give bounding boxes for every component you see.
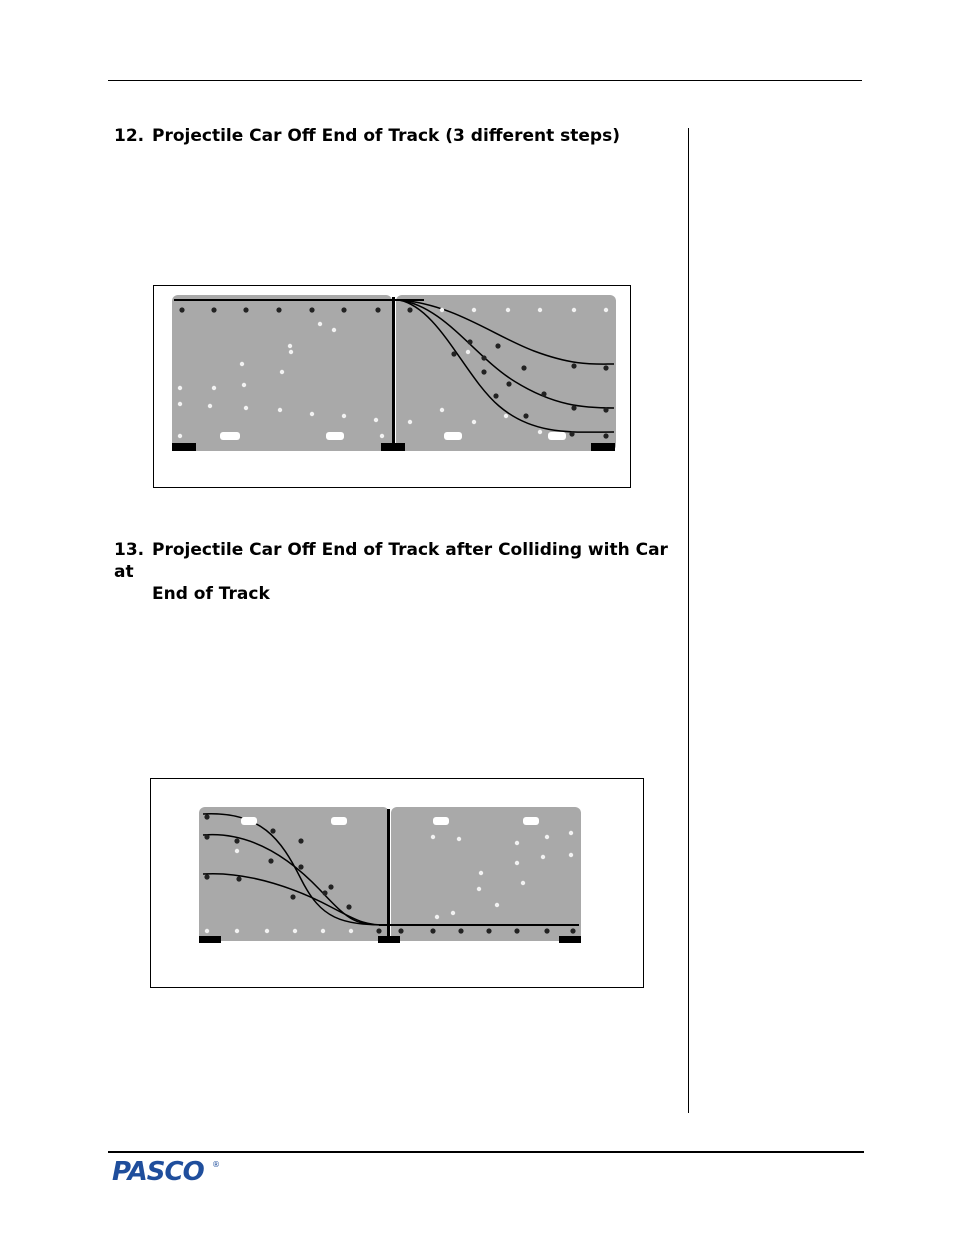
board-hole bbox=[504, 414, 508, 418]
data-point bbox=[309, 307, 314, 312]
board-slot bbox=[241, 817, 257, 825]
pasco-logo-text: PASCO bbox=[112, 1157, 204, 1187]
board-hole bbox=[569, 853, 573, 857]
figure-projectile-after-collision bbox=[150, 778, 644, 988]
board-foot bbox=[199, 936, 221, 943]
board-hole bbox=[288, 344, 292, 348]
board-hole bbox=[289, 350, 293, 354]
board-hole bbox=[435, 915, 439, 919]
board-slot bbox=[326, 432, 344, 440]
data-point bbox=[603, 407, 608, 412]
board-foot bbox=[559, 936, 581, 943]
data-point bbox=[570, 928, 575, 933]
data-point bbox=[204, 874, 209, 879]
data-point bbox=[493, 393, 498, 398]
board-divider bbox=[387, 809, 390, 941]
board-hole bbox=[466, 350, 470, 354]
figure-projectile-off-end bbox=[153, 285, 631, 488]
board-slot bbox=[523, 817, 539, 825]
data-point bbox=[451, 351, 456, 356]
footer-rule bbox=[108, 1151, 864, 1153]
data-point bbox=[375, 307, 380, 312]
board-hole bbox=[321, 929, 325, 933]
board-hole bbox=[515, 861, 519, 865]
board-hole bbox=[178, 402, 182, 406]
section-12-heading bbox=[114, 125, 620, 147]
board-hole bbox=[604, 308, 608, 312]
data-point bbox=[514, 928, 519, 933]
data-point bbox=[541, 391, 546, 396]
data-point bbox=[211, 307, 216, 312]
header-rule bbox=[108, 80, 862, 81]
data-point bbox=[523, 413, 528, 418]
board-hole bbox=[242, 383, 246, 387]
board-hole bbox=[293, 929, 297, 933]
data-point bbox=[341, 307, 346, 312]
data-point bbox=[328, 884, 333, 889]
board-foot bbox=[172, 443, 196, 451]
data-point bbox=[495, 343, 500, 348]
board-hole bbox=[440, 308, 444, 312]
board-slot bbox=[220, 432, 240, 440]
pasco-logo bbox=[112, 1158, 204, 1186]
board-hole bbox=[572, 308, 576, 312]
board-hole bbox=[431, 835, 435, 839]
board-hole bbox=[310, 412, 314, 416]
section-12-title: Projectile Car Off End of Track (3 different steps) bbox=[152, 126, 620, 146]
data-point bbox=[243, 307, 248, 312]
board-slot bbox=[444, 432, 462, 440]
board-hole bbox=[472, 420, 476, 424]
data-point bbox=[481, 355, 486, 360]
section-12-number: 12. bbox=[114, 126, 145, 146]
board-hole bbox=[380, 434, 384, 438]
section-13-title-line2: End of Track bbox=[152, 584, 270, 604]
board-hole bbox=[235, 849, 239, 853]
data-point bbox=[276, 307, 281, 312]
data-point bbox=[398, 928, 403, 933]
data-point bbox=[571, 405, 576, 410]
data-point bbox=[430, 928, 435, 933]
data-point bbox=[179, 307, 184, 312]
board-hole bbox=[472, 308, 476, 312]
board-slot bbox=[331, 817, 347, 825]
board-foot bbox=[378, 936, 400, 943]
figure-12-drawing bbox=[154, 286, 630, 487]
board-hole bbox=[477, 887, 481, 891]
board-hole bbox=[205, 929, 209, 933]
board-slot bbox=[433, 817, 449, 825]
board-hole bbox=[212, 386, 216, 390]
data-point bbox=[481, 369, 486, 374]
board-hole bbox=[545, 835, 549, 839]
board-hole bbox=[440, 408, 444, 412]
board-hole bbox=[521, 881, 525, 885]
board-foot bbox=[381, 443, 405, 451]
board-hole bbox=[265, 929, 269, 933]
board-hole bbox=[479, 871, 483, 875]
board-hole bbox=[495, 903, 499, 907]
board-divider bbox=[392, 297, 395, 451]
board-hole bbox=[569, 831, 573, 835]
data-point bbox=[270, 828, 275, 833]
board-hole bbox=[515, 841, 519, 845]
board-hole bbox=[178, 434, 182, 438]
registered-mark: ® bbox=[212, 1160, 220, 1169]
data-point bbox=[204, 814, 209, 819]
right-board bbox=[391, 807, 581, 941]
data-point bbox=[467, 339, 472, 344]
data-point bbox=[322, 890, 327, 895]
data-point bbox=[204, 834, 209, 839]
data-point bbox=[236, 876, 241, 881]
data-point bbox=[571, 363, 576, 368]
data-point bbox=[298, 838, 303, 843]
margin-rule bbox=[688, 128, 689, 1113]
board-hole bbox=[374, 418, 378, 422]
board-hole bbox=[332, 328, 336, 332]
board-hole bbox=[342, 414, 346, 418]
board-hole bbox=[506, 308, 510, 312]
board-hole bbox=[318, 322, 322, 326]
board-hole bbox=[178, 386, 182, 390]
board-hole bbox=[541, 855, 545, 859]
data-point bbox=[544, 928, 549, 933]
board-foot bbox=[591, 443, 615, 451]
data-point bbox=[458, 928, 463, 933]
section-13-number: 13. bbox=[114, 540, 145, 560]
board-hole bbox=[280, 370, 284, 374]
board-hole bbox=[208, 404, 212, 408]
data-point bbox=[569, 431, 574, 436]
data-point bbox=[290, 894, 295, 899]
section-13-title-line1: Projectile Car Off End of Track after Colliding with Car at bbox=[114, 540, 668, 582]
data-point bbox=[346, 904, 351, 909]
board-hole bbox=[538, 430, 542, 434]
board-hole bbox=[349, 929, 353, 933]
data-point bbox=[268, 858, 273, 863]
data-point bbox=[521, 365, 526, 370]
data-point bbox=[506, 381, 511, 386]
data-point bbox=[298, 864, 303, 869]
board-hole bbox=[240, 362, 244, 366]
data-point bbox=[376, 928, 381, 933]
data-point bbox=[603, 365, 608, 370]
figure-13-drawing bbox=[151, 779, 643, 987]
board-hole bbox=[457, 837, 461, 841]
section-13-heading bbox=[114, 539, 684, 605]
data-point bbox=[486, 928, 491, 933]
data-point bbox=[234, 838, 239, 843]
board-hole bbox=[235, 929, 239, 933]
board-hole bbox=[408, 420, 412, 424]
data-point bbox=[603, 433, 608, 438]
board-hole bbox=[278, 408, 282, 412]
data-point bbox=[407, 307, 412, 312]
board-slot bbox=[548, 432, 566, 440]
board-hole bbox=[538, 308, 542, 312]
board-hole bbox=[451, 911, 455, 915]
board-hole bbox=[244, 406, 248, 410]
